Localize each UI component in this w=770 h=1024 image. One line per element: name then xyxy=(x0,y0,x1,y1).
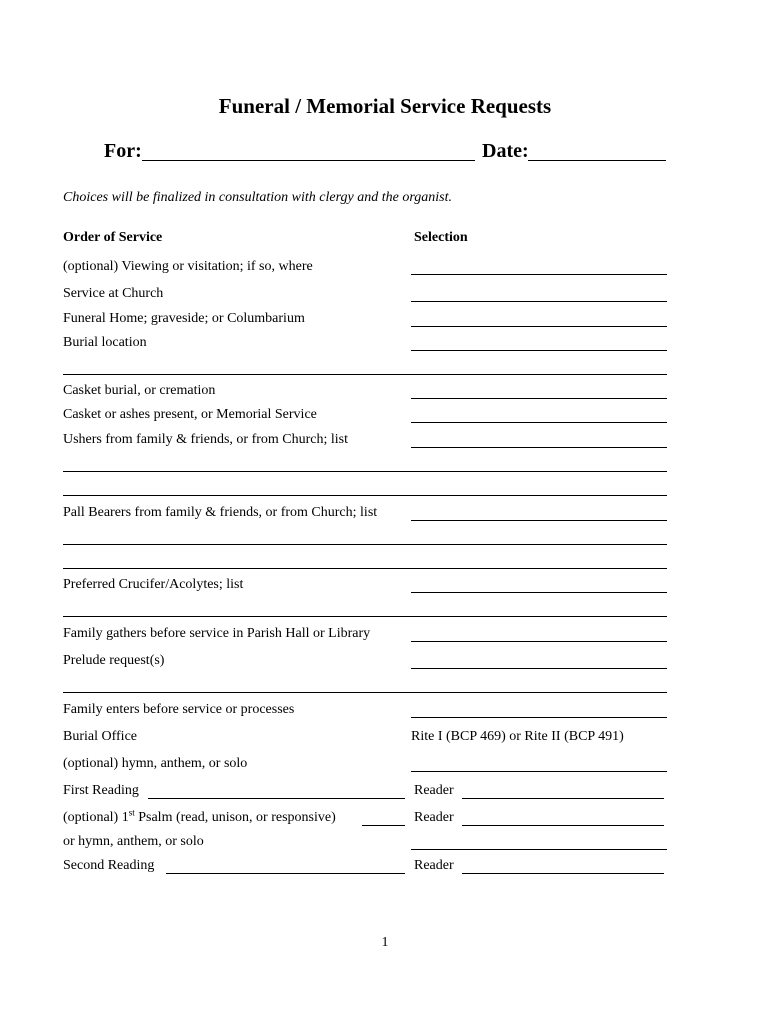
row-funeral-home-label: Funeral Home; graveside; or Columbarium xyxy=(63,311,305,326)
row-burial-location-extra-line[interactable] xyxy=(63,374,667,375)
row-psalm-reader-label: Reader xyxy=(414,810,454,825)
row-or-hymn-field[interactable] xyxy=(411,849,667,850)
row-ushers-extra-line-1[interactable] xyxy=(63,471,667,472)
date-label: Date: xyxy=(482,140,529,162)
row-family-gathers-field[interactable] xyxy=(411,641,667,642)
row-burial-office-label: Burial Office xyxy=(63,729,137,744)
row-casket-present-field[interactable] xyxy=(411,422,667,423)
row-burial-office-choice: Rite I (BCP 469) or Rite II (BCP 491) xyxy=(411,729,624,744)
row-first-reading-label: First Reading xyxy=(63,783,139,798)
for-date-line xyxy=(104,140,666,166)
row-burial-location-label: Burial location xyxy=(63,335,147,350)
selection-header: Selection xyxy=(414,230,468,245)
order-of-service-header: Order of Service xyxy=(63,230,163,245)
row-ushers-label: Ushers from family & friends, or from Church; list xyxy=(63,432,349,447)
row-viewing-field[interactable] xyxy=(411,274,667,275)
page-title: Funeral / Memorial Service Requests xyxy=(218,94,552,118)
row-second-reading-reader-label: Reader xyxy=(414,858,454,873)
row-psalm-label xyxy=(63,807,336,826)
row-crucifer-field[interactable] xyxy=(411,592,667,593)
row-ushers-field[interactable] xyxy=(411,447,667,448)
for-label: For: xyxy=(104,140,142,162)
row-pall-bearers-label: Pall Bearers from family & friends, or from Church; list xyxy=(63,505,378,520)
row-viewing-label: (optional) Viewing or visitation; if so, where xyxy=(63,259,313,274)
psalm-prefix: (optional) 1 xyxy=(63,810,129,825)
row-burial-location-field[interactable] xyxy=(411,350,667,351)
row-pall-bearers-extra-line-2[interactable] xyxy=(63,568,667,569)
row-hymn-optional-label: (optional) hymn, anthem, or solo xyxy=(63,756,248,771)
row-service-church-field[interactable] xyxy=(411,301,667,302)
row-psalm-reader-field[interactable] xyxy=(462,825,664,826)
row-pall-bearers-extra-line-1[interactable] xyxy=(63,544,667,545)
consultation-note: Choices will be finalized in consultation with clergy and the organist. xyxy=(63,190,452,205)
row-second-reading-label: Second Reading xyxy=(63,858,155,873)
for-field[interactable] xyxy=(142,160,475,161)
row-ushers-extra-line-2[interactable] xyxy=(63,495,667,496)
row-crucifer-label: Preferred Crucifer/Acolytes; list xyxy=(63,577,244,592)
row-pall-bearers-field[interactable] xyxy=(411,520,667,521)
row-first-reading-reader-field[interactable] xyxy=(462,798,664,799)
row-casket-burial-label: Casket burial, or cremation xyxy=(63,383,216,398)
row-funeral-home-field[interactable] xyxy=(411,326,667,327)
row-prelude-extra-line[interactable] xyxy=(63,692,667,693)
row-service-church-label: Service at Church xyxy=(63,286,164,301)
row-second-reading-reader-field[interactable] xyxy=(462,873,664,874)
page-number: 1 xyxy=(381,935,389,950)
row-psalm-field[interactable] xyxy=(362,825,405,826)
row-second-reading-field[interactable] xyxy=(166,873,405,874)
row-crucifer-extra-line[interactable] xyxy=(63,616,667,617)
row-first-reading-field[interactable] xyxy=(148,798,405,799)
psalm-rest: Psalm (read, unison, or responsive) xyxy=(134,810,336,825)
row-family-enters-field[interactable] xyxy=(411,717,667,718)
row-family-gathers-label: Family gathers before service in Parish Hall or Library xyxy=(63,626,371,641)
row-hymn-optional-field[interactable] xyxy=(411,771,667,772)
row-family-enters-label: Family enters before service or processes xyxy=(63,702,295,717)
date-field[interactable] xyxy=(528,160,666,161)
row-or-hymn-label: or hymn, anthem, or solo xyxy=(63,834,204,849)
row-casket-present-label: Casket or ashes present, or Memorial Service xyxy=(63,407,317,422)
row-first-reading-reader-label: Reader xyxy=(414,783,454,798)
row-prelude-label: Prelude request(s) xyxy=(63,653,165,668)
row-prelude-field[interactable] xyxy=(411,668,667,669)
row-casket-burial-field[interactable] xyxy=(411,398,667,399)
psalm-ordinal: st xyxy=(128,807,135,818)
